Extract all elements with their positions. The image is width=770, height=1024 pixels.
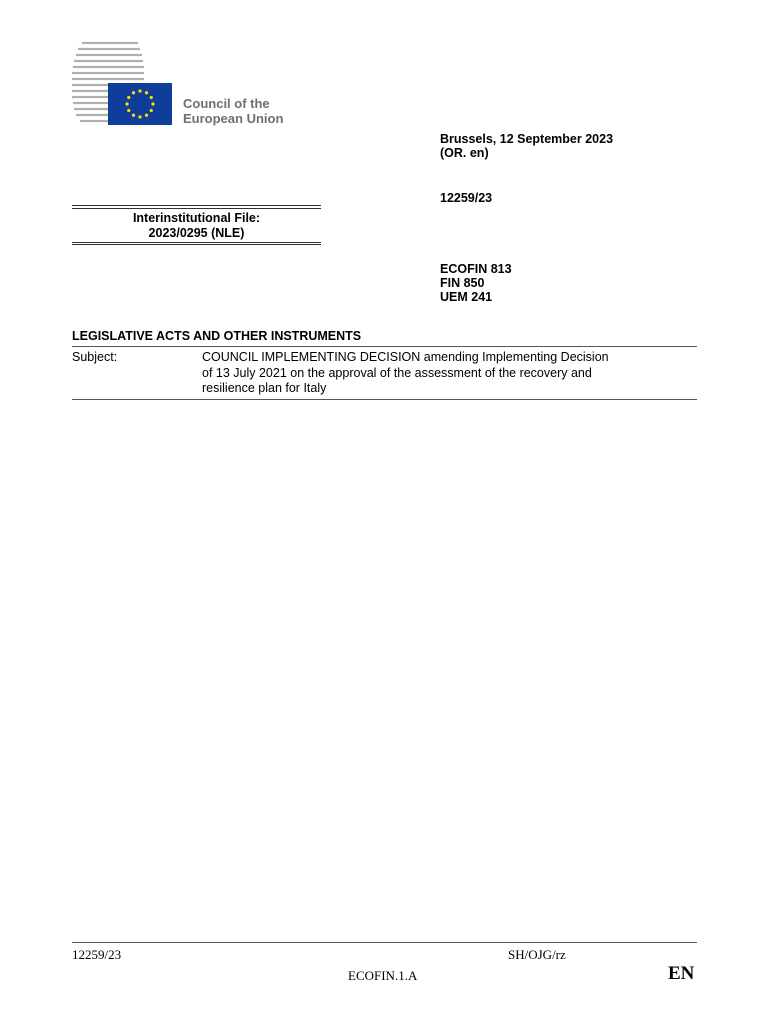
divider — [72, 346, 697, 347]
flag-star — [127, 109, 130, 112]
section-heading: LEGISLATIVE ACTS AND OTHER INSTRUMENTS — [72, 329, 362, 343]
eu-flag-icon — [108, 83, 172, 125]
interinstitutional-file-label: Interinstitutional File: — [132, 211, 261, 225]
subject-line: COUNCIL IMPLEMENTING DECISION amending Implementing Decision — [202, 350, 609, 364]
footer-reference: SH/OJG/rz — [508, 947, 566, 962]
flag-star — [150, 96, 153, 99]
interinstitutional-file-number: 2023/0295 (NLE) — [148, 226, 245, 240]
flag-star — [145, 114, 148, 117]
flag-star — [125, 102, 128, 105]
code-ecofin: ECOFIN 813 — [440, 262, 512, 276]
subject-label: Subject: — [72, 350, 118, 364]
council-logo — [72, 40, 312, 130]
interinstitutional-file-box — [72, 205, 321, 245]
footer-document-number: 12259/23 — [72, 947, 122, 962]
flag-star — [138, 89, 141, 92]
code-fin: FIN 850 — [440, 276, 485, 290]
council-name-line2: European Union — [183, 111, 284, 126]
flag-star — [132, 91, 135, 94]
subject-line: of 13 July 2021 on the approval of the assessment of the recovery and — [202, 365, 592, 380]
footer-language-code: EN — [668, 963, 695, 984]
date-block — [440, 132, 613, 160]
flag-star — [150, 109, 153, 112]
flag-star — [127, 96, 130, 99]
footer-directorate: ECOFIN.1.A — [348, 968, 418, 983]
document-codes — [440, 262, 512, 304]
subject-line: resilience plan for Italy — [202, 381, 327, 395]
flag-star — [145, 91, 148, 94]
flag-star — [151, 102, 154, 105]
original-language: (OR. en) — [440, 146, 489, 160]
document-number: 12259/23 — [440, 191, 493, 205]
flag-star — [138, 115, 141, 118]
council-name — [183, 96, 283, 126]
council-name-line1: Council of the — [183, 96, 270, 111]
divider — [72, 399, 697, 400]
document-date: Brussels, 12 September 2023 — [440, 132, 614, 146]
code-uem: UEM 241 — [440, 290, 493, 304]
flag-star — [132, 114, 135, 117]
footer-divider — [72, 942, 697, 943]
subject-text — [202, 350, 694, 397]
